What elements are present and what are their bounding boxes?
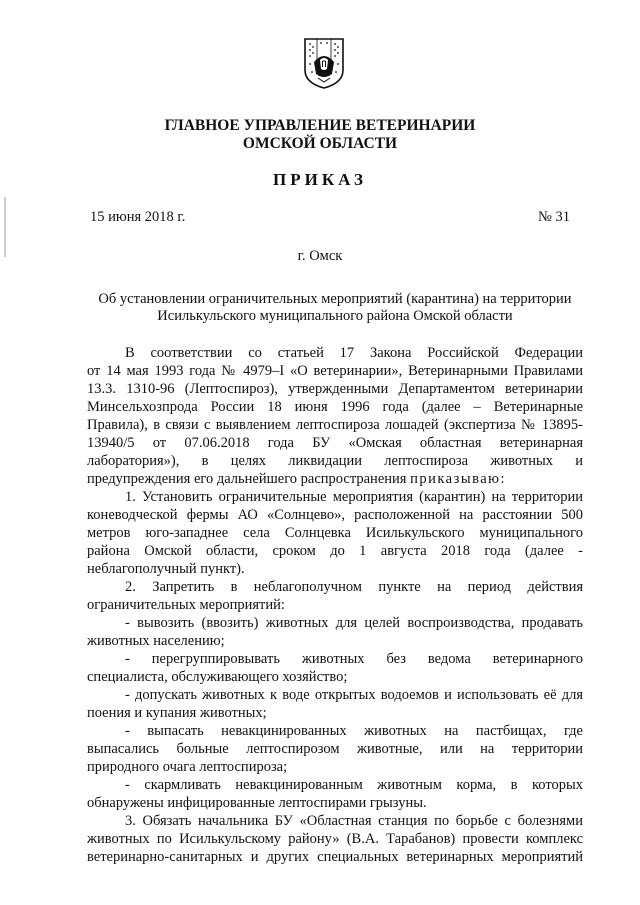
restriction-item xyxy=(87,776,583,812)
body-line: Правила), в связи с выявлением лептоспироза лошадей (экспертиза № 13895- xyxy=(87,417,583,433)
document-subject xyxy=(85,291,585,325)
agency-name-line2: ОМСКОЙ ОБЛАСТИ xyxy=(242,135,398,152)
restriction-item xyxy=(87,650,583,686)
body-line: 2. Запретить в неблагополучном пункте на период действия xyxy=(125,579,583,595)
subject-line: Об установлении ограничительных мероприятий (карантина) на территории xyxy=(98,291,572,307)
body-line xyxy=(87,470,583,488)
body-line: Минсельхозпрода России 18 июня 1996 года (далее – Ветеринарные xyxy=(87,399,583,415)
body-line: поения и купания животных; xyxy=(87,705,267,721)
body-line: - перегруппировывать животных без ведома ветеринарного xyxy=(125,651,583,667)
preamble-paragraph xyxy=(87,344,583,488)
body-line: от 14 мая 1993 года № 4979–I «О ветеринарии», Ветеринарными Правилами xyxy=(87,363,583,379)
body-line: неблагополучный пункт). xyxy=(87,561,245,577)
body-line: - допускать животных к воде открытых водоемов и использовать её для xyxy=(125,687,583,703)
agency-name-line1: ГЛАВНОЕ УПРАВЛЕНИЕ ВЕТЕРИНАРИИ xyxy=(164,117,476,134)
document-number: № 31 xyxy=(538,209,570,225)
order-command-word: приказываю: xyxy=(410,471,507,487)
subject-line: Исилькульского муниципального района Омской области xyxy=(157,308,513,324)
body-line: 13940/5 от 07.06.2018 года БУ «Омская областная ветеринарная xyxy=(87,435,583,451)
clause-2 xyxy=(87,578,583,614)
restriction-item xyxy=(87,686,583,722)
body-line: метров юго-западнее села Солнцевка Исилькульского муниципального xyxy=(87,525,583,541)
document-date: 15 июня 2018 г. xyxy=(90,209,186,225)
body-line-text: предупреждения его дальнейшего распространения xyxy=(87,471,407,487)
body-line: специалиста, обслуживающего хозяйство; xyxy=(87,669,348,685)
document-city: г. Омск xyxy=(297,248,343,264)
restriction-item xyxy=(87,614,583,650)
clause-1 xyxy=(87,488,583,578)
body-line: В соответствии со статьей 17 Закона Российской Федерации xyxy=(125,345,583,361)
body-line: 13.3. 1310-96 (Лептоспироз), утвержденными Департаментом ветеринарии xyxy=(87,381,583,397)
document-type-title: ПРИКАЗ xyxy=(273,170,367,189)
body-line: - выпасать невакцинированных животных на пастбищах, где xyxy=(125,723,583,739)
restriction-item xyxy=(87,722,583,776)
body-line: коневодческой фермы АО «Солнцево», расположенной на расстоянии 500 xyxy=(87,507,583,523)
body-line: ограничительных мероприятий: xyxy=(87,597,285,613)
document-body xyxy=(87,344,583,866)
body-line: природного очага лептоспироза; xyxy=(87,759,288,775)
body-line: - вывозить (ввозить) животных для целей воспроизводства, продавать xyxy=(125,615,583,631)
clause-3 xyxy=(87,812,583,866)
body-line: района Омской области, сроком до 1 августа 2018 года (далее - xyxy=(87,543,583,559)
body-line: ветеринарно-санитарных и других специальных ветеринарных мероприятий xyxy=(87,849,583,865)
body-line: 3. Обязать начальника БУ «Областная станция по борьбе с болезнями xyxy=(125,813,583,829)
coat-of-arms-emblem xyxy=(302,36,346,90)
body-line: лаборатория»), в целях ликвидации лептоспироза животных и xyxy=(87,453,583,469)
body-line: обнаружены инфицированные лептоспирами грызуны. xyxy=(87,795,427,811)
body-line: 1. Установить ограничительные мероприятия (карантин) на территории xyxy=(125,489,583,505)
body-line: животных населению; xyxy=(87,633,225,649)
body-line: - скармливать невакцинированным животным корма, в которых xyxy=(125,777,583,793)
body-line: выпасались больные лептоспирозом животные, или на территории xyxy=(87,741,583,757)
body-line: животных по Исилькульскому району» (В.А. Тарабанов) провести комплекс xyxy=(87,831,583,847)
